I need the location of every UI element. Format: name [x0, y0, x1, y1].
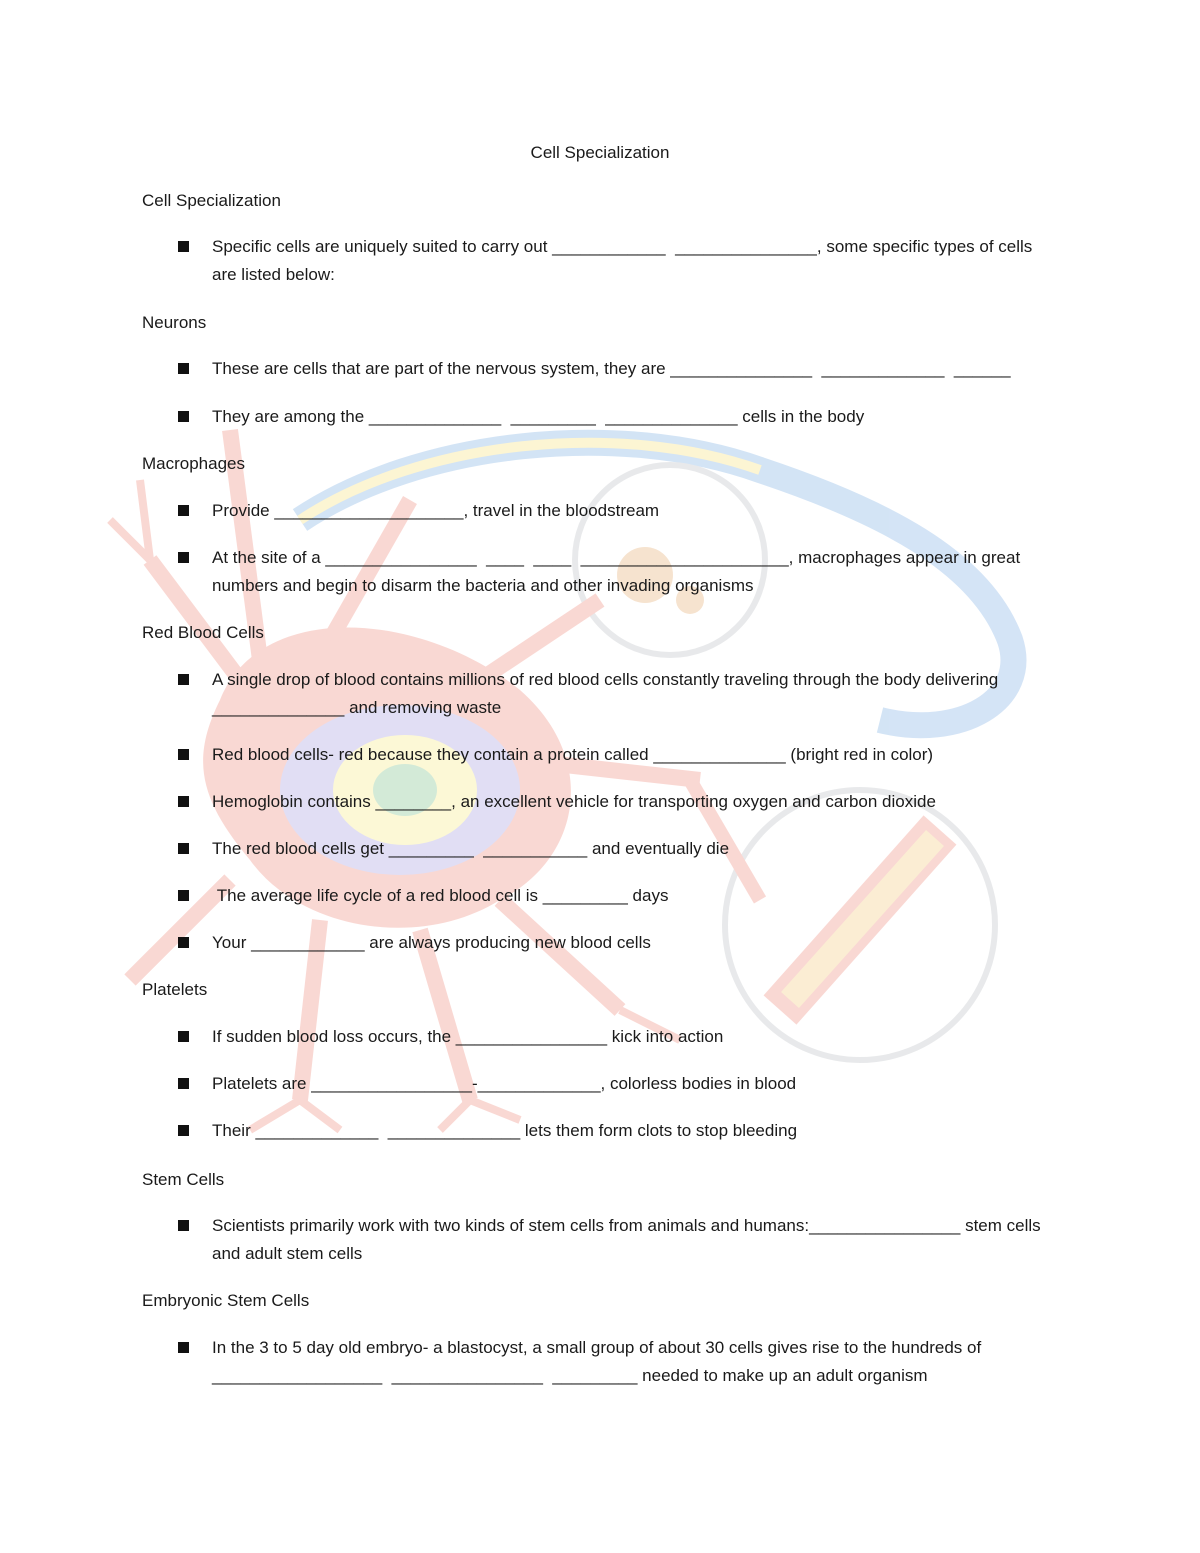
list-item: Provide ____________________, travel in the bloodstream — [212, 501, 660, 520]
bullet-icon — [178, 890, 189, 901]
list-item: Hemoglobin contains ________, an excellent vehicle for transporting oxygen and carbon dioxide — [212, 792, 936, 811]
section-heading-embryonic-stem-cells: Embryonic Stem Cells — [142, 1291, 310, 1310]
bullet-icon — [178, 1031, 189, 1042]
bullet-icon — [178, 1078, 189, 1089]
bullet-icon — [178, 1342, 189, 1353]
list-item: Your ____________ are always producing new blood cells — [212, 933, 651, 952]
list-item: Red blood cells- red because they contain a protein called ______________ (bright red in color) — [212, 745, 934, 764]
list-item: If sudden blood loss occurs, the ________________ kick into action — [212, 1027, 724, 1046]
list-item: Platelets are _________________-_____________, colorless bodies in blood — [212, 1074, 797, 1093]
list-item: Specific cells are uniquely suited to carry out ____________ _______________, some specific types of cells are listed below: — [212, 237, 1038, 284]
bullet-icon — [178, 749, 189, 760]
bullet-icon — [178, 843, 189, 854]
section-heading-red-blood-cells: Red Blood Cells — [142, 623, 264, 642]
bullet-icon — [178, 241, 189, 252]
section-heading-macrophages: Macrophages — [142, 454, 246, 473]
list-item: These are cells that are part of the nervous system, they are _______________ _____________ ______ — [212, 359, 1011, 378]
list-item: The average life cycle of a red blood cell is _________ days — [212, 886, 669, 905]
bullet-icon — [178, 1220, 189, 1231]
bullet-icon — [178, 796, 189, 807]
bullet-icon — [178, 411, 189, 422]
bullet-icon — [178, 674, 189, 685]
list-item: Scientists primarily work with two kinds of stem cells from animals and humans:________________ stem cells and adult stem cells — [212, 1216, 1046, 1263]
section-heading-stem-cells: Stem Cells — [142, 1170, 225, 1189]
list-item: A single drop of blood contains millions of red blood cells constantly traveling through the body delivering ______________ and removing waste — [212, 670, 1003, 717]
bullet-icon — [178, 937, 189, 948]
bullet-icon — [178, 505, 189, 516]
list-item: They are among the ______________ _________ ______________ cells in the body — [212, 407, 865, 426]
list-item: At the site of a ________________ ____ ____ ______________________, macrophages appear in great numbers and begin to disarm the bacteria and other invading organisms — [212, 548, 1025, 595]
document-title: Cell Specialization — [530, 143, 670, 162]
list-item: In the 3 to 5 day old embryo- a blastocyst, a small group of about 30 cells gives rise to the hundreds of __________________ ________________ _________ needed to make up an adult organism — [212, 1338, 986, 1385]
section-heading-platelets: Platelets — [142, 980, 208, 999]
bullet-icon — [178, 1125, 189, 1136]
bullet-icon — [178, 363, 189, 374]
bullet-icon — [178, 552, 189, 563]
section-heading-neurons: Neurons — [142, 313, 207, 332]
list-item: Their _____________ ______________ lets them form clots to stop bleeding — [212, 1121, 798, 1140]
list-item: The red blood cells get _________ ___________ and eventually die — [212, 839, 730, 858]
section-heading-cell-specialization: Cell Specialization — [142, 191, 281, 210]
